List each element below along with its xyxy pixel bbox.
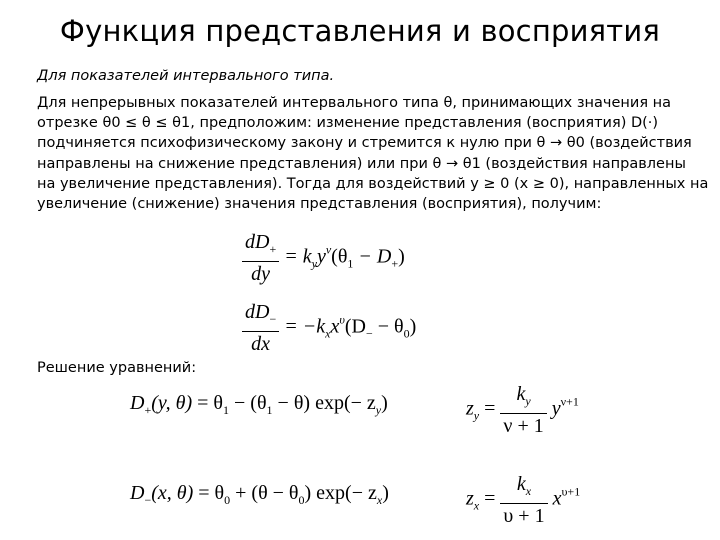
sol2-rest: + (θ − θ [230,482,299,504]
sol1-close: ) [381,392,388,414]
zx-numerator-sub: x [525,484,532,498]
sol1-z-sub: y [375,403,382,417]
eq2-tail: (D [344,315,366,338]
eq2-numerator-sub: − [269,312,277,326]
zx-lhs: z [466,487,474,510]
sol1-rest2: − θ) exp(− z [272,392,376,414]
eq1-fraction [242,230,279,286]
eq1-y: y [316,245,326,268]
sol2-z-sub: x [376,493,383,507]
eq2-tail2: − θ [372,315,404,338]
sol1-args: (y, θ) [151,392,193,414]
eq2-fraction [242,300,279,356]
eq2-denominator: dx [242,331,279,356]
sol2-close: ) [382,482,389,504]
eq2-d-sub: − [365,326,373,341]
equation-1 [242,230,405,286]
zy-denominator: ν + 1 [500,413,546,438]
eq2-rhs: = −k [284,315,326,338]
eq1-tail2: − D [353,245,392,268]
eq1-denominator: dy [242,261,279,286]
zx-denominator: υ + 1 [500,503,547,528]
eq2-theta-sub: 0 [403,326,410,341]
solutions-label: Решение уравнений: [37,360,197,376]
zy-y: y [551,397,561,420]
zx-x-sup: υ+1 [561,484,581,499]
eq1-numerator: dD [245,231,270,253]
eq1-d-sub: + [391,256,399,271]
zx-formula [466,472,580,528]
eq1-rhs: = k [284,245,312,268]
sol2-rhs-sub: 0 [224,493,231,507]
sol2-args: (x, θ) [151,482,194,504]
body-paragraph [37,93,709,214]
eq1-y-sup: ν [325,242,332,257]
zx-equals: = [479,487,501,510]
eq2-x: x [330,315,340,338]
paragraph-line: отрезке θ0 ≤ θ ≤ θ1, предположим: изменение представления (восприятия) D(·) [37,115,659,132]
zx-numerator: k [516,473,526,495]
sol1-rhs: = θ [192,392,224,414]
zy-lhs: z [466,397,474,420]
zy-y-sup: ν+1 [560,394,579,409]
paragraph-line: подчиняется психофизическому закону и стремится к нулю при θ → θ0 (воздействия [37,135,692,152]
sol2-rest-sub: 0 [298,493,305,507]
section-subtitle: Для показателей интервального типа. [37,68,335,84]
solution-2 [130,482,389,508]
eq2-k-sub: x [325,326,331,341]
zx-lhs-sub: x [473,498,480,513]
zx-fraction [500,472,547,528]
eq2-numerator: dD [245,301,270,323]
zy-equals: = [479,397,501,420]
eq1-k-sub: y [311,256,317,271]
solution-1 [130,392,388,418]
zy-numerator-sub: y [525,394,531,408]
eq1-close: ) [398,245,405,268]
zy-numerator: k [516,383,526,405]
sol2-lhs-sub: − [144,493,152,507]
sol2-rest2: ) exp(− z [304,482,377,504]
sol1-rest-sub: 1 [266,403,273,417]
eq2-close: ) [409,315,417,338]
zy-formula [466,382,579,438]
paragraph-line: Для непрерывных показателей интервального типа θ, принимающих значения на [37,95,672,111]
paragraph-line: на увеличение представления). Тогда для воздействий y ≥ 0 (x ≥ 0), направленных на [37,175,709,192]
sol1-lhs-sub: + [144,403,152,417]
sol1-rest: − (θ [229,392,267,414]
zy-fraction [500,382,546,438]
zy-lhs-sub: y [473,408,480,423]
sol1-rhs-sub: 1 [223,403,230,417]
paragraph-line: направлены на снижение представления) или при θ → θ1 (воздействия направлены [37,155,686,172]
page-title: Функция представления и восприятия [59,14,661,48]
sol2-lhs: D [130,482,145,504]
sol2-rhs: = θ [193,482,225,504]
eq1-numerator-sub: + [269,242,277,256]
paragraph-line: увеличение (снижение) значения представления (восприятия), получим: [37,196,602,213]
eq2-x-sup: υ [339,312,345,327]
eq1-theta-sub: 1 [347,256,354,271]
sol1-lhs: D [130,392,145,414]
zx-x: x [552,487,562,510]
equation-2 [242,300,416,356]
eq1-tail: (θ [331,245,348,268]
